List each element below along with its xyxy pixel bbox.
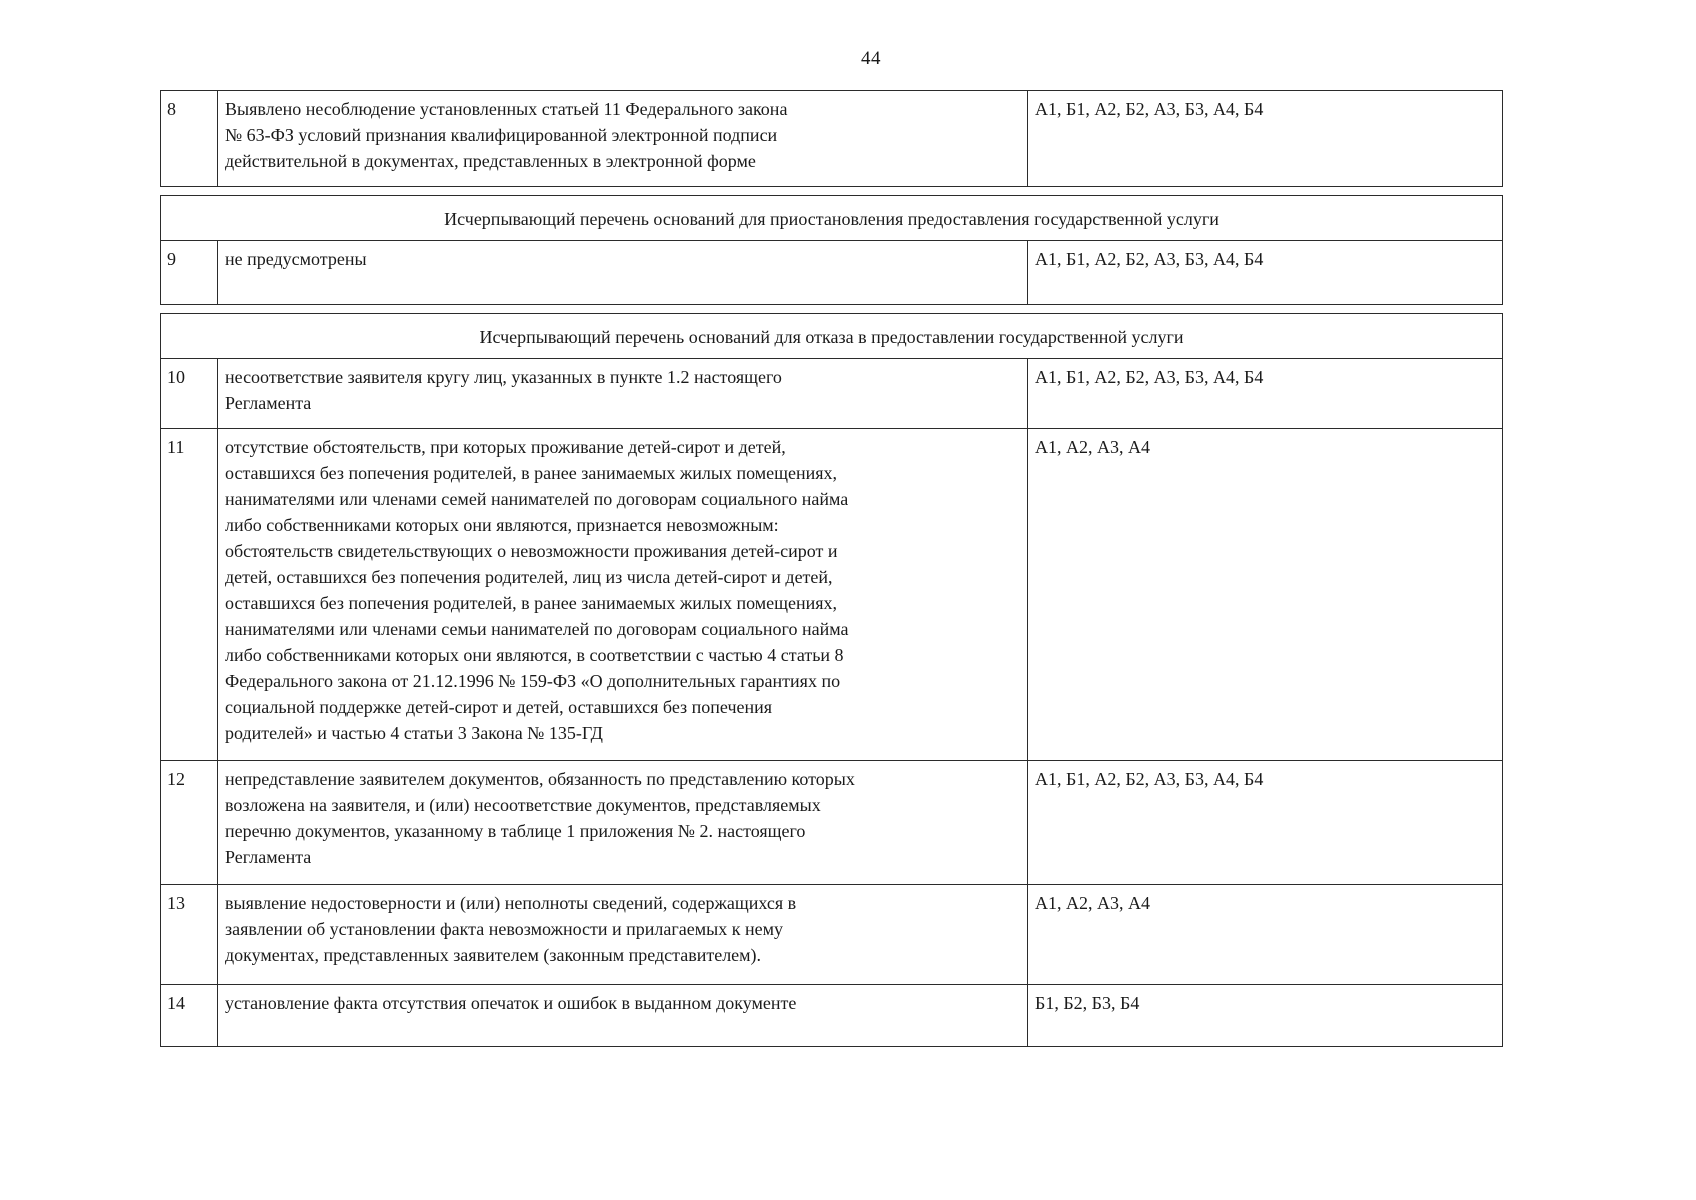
- table-row: [161, 91, 1503, 187]
- section-heading: Исчерпывающий перечень оснований для отказа в предоставлении государственной услуги: [161, 314, 1503, 359]
- table-row: [161, 359, 1503, 429]
- section-row: [161, 314, 1503, 359]
- row-codes: А1, А2, А3, А4: [1028, 429, 1503, 761]
- row-codes: А1, Б1, А2, Б2, А3, Б3, А4, Б4: [1028, 761, 1503, 885]
- row-spacer: [161, 305, 1503, 314]
- table-row: [161, 241, 1503, 305]
- row-codes: А1, Б1, А2, Б2, А3, Б3, А4, Б4: [1028, 359, 1503, 429]
- section-heading: Исчерпывающий перечень оснований для приостановления предоставления государственной услуги: [161, 196, 1503, 241]
- row-text: установление факта отсутствия опечаток и ошибок в выданном документе: [218, 985, 1028, 1047]
- row-codes: Б1, Б2, Б3, Б4: [1028, 985, 1503, 1047]
- row-text: Выявлено несоблюдение установленных статьей 11 Федерального закона № 63-ФЗ условий признания квалифицированной электронной подписи действительной в документах, представленных в электронной форме: [218, 91, 1028, 187]
- section-row: [161, 196, 1503, 241]
- table-row: [161, 429, 1503, 761]
- page-number: 44: [861, 48, 881, 69]
- row-number: 12: [161, 761, 218, 885]
- row-codes: А1, Б1, А2, Б2, А3, Б3, А4, Б4: [1028, 91, 1503, 187]
- row-number: 14: [161, 985, 218, 1047]
- row-text: выявление недостоверности и (или) неполноты сведений, содержащихся в заявлении об установлении факта невозможности и прилагаемых к нему документах, представленных заявителем (законным представителем).: [218, 885, 1028, 985]
- row-codes: А1, А2, А3, А4: [1028, 885, 1503, 985]
- row-number: 13: [161, 885, 218, 985]
- row-text: непредставление заявителем документов, обязанность по представлению которых возложена на заявителя, и (или) несоответствие документов, представляемых перечню документов, указанному в таблице 1 приложения № 2. настоящего Регламента: [218, 761, 1028, 885]
- row-number: 8: [161, 91, 218, 187]
- row-text: отсутствие обстоятельств, при которых проживание детей-сирот и детей, оставшихся без попечения родителей, в ранее занимаемых жилых помещениях, нанимателями или членами семей нанимателей по договорам социального найма либо собственниками которых они являются, признается невозможным: обстоятельств свидетельствующих о невозможности проживания детей-сирот и детей, оставшихся без попечения родителей, лиц из числа детей-сирот и детей, оставшихся без попечения родителей, в ранее занимаемых жилых помещениях, нанимателями или членами семьи нанимателей по договорам социального найма либо собственниками которых они являются, в соответствии с частью 4 статьи 8 Федерального закона от 21.12.1996 № 159-ФЗ «О дополнительных гарантиях по социальной поддержке детей-сирот и детей, оставшихся без попечения родителей» и частью 4 статьи 3 Закона № 135-ГД: [218, 429, 1028, 761]
- row-number: 9: [161, 241, 218, 305]
- row-number: 11: [161, 429, 218, 761]
- row-text: не предусмотрены: [218, 241, 1028, 305]
- table-row: [161, 885, 1503, 985]
- table-row: [161, 985, 1503, 1047]
- grounds-table: [160, 90, 1503, 1047]
- row-text: несоответствие заявителя кругу лиц, указанных в пункте 1.2 настоящего Регламента: [218, 359, 1028, 429]
- table-row: [161, 761, 1503, 885]
- row-number: 10: [161, 359, 218, 429]
- row-spacer: [161, 187, 1503, 196]
- row-codes: А1, Б1, А2, Б2, А3, Б3, А4, Б4: [1028, 241, 1503, 305]
